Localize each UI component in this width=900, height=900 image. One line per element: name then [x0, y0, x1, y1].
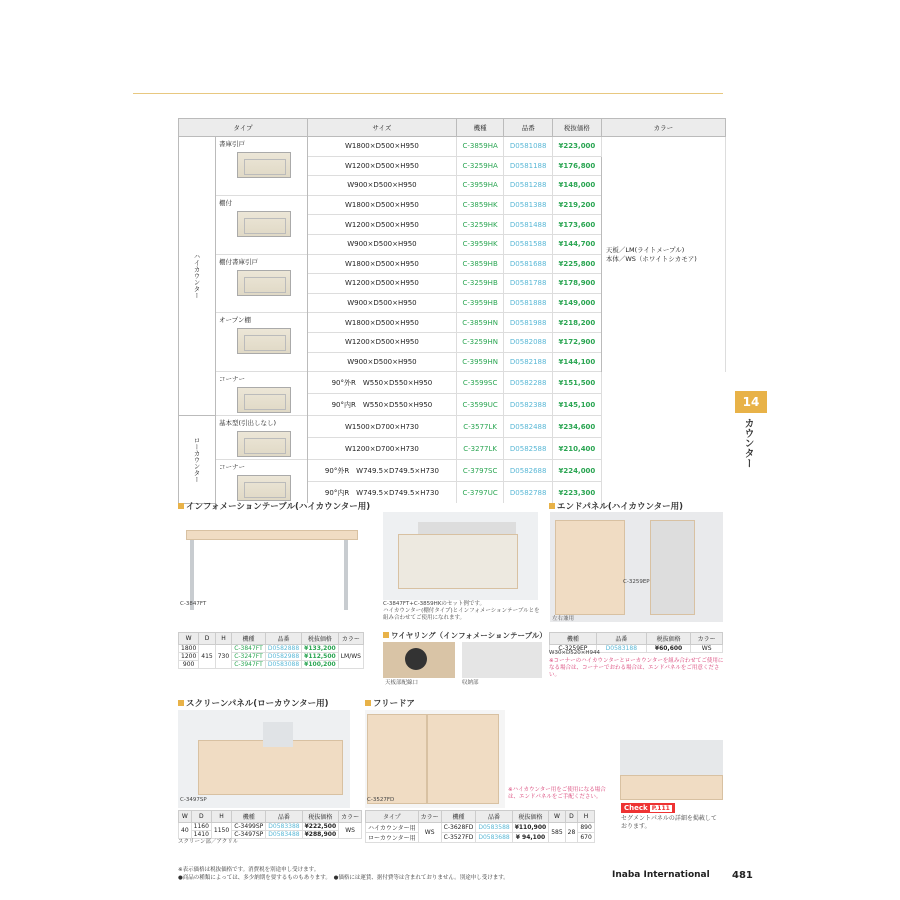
check-badge[interactable]	[621, 803, 675, 813]
table-row	[179, 372, 726, 394]
code-cell: D0582788	[504, 481, 553, 503]
code-cell: D0581088	[504, 137, 553, 157]
w-cell: 900	[179, 661, 199, 669]
end-panel-size: W30×D520×H944	[549, 650, 601, 656]
code-cell: D0581688	[504, 254, 553, 274]
size-cell: W1200×D500×H950	[308, 332, 457, 352]
counter-image	[237, 431, 291, 457]
screen-panel-material: スクリーン部／アクリル	[178, 839, 239, 845]
price-cell: ¥112,500	[302, 653, 339, 661]
counter-image	[237, 475, 291, 501]
main-header-cell: タイプ	[179, 119, 308, 137]
size-cell: W1800×D500×H950	[308, 254, 457, 274]
model-cell: C-3527FD	[441, 833, 476, 843]
size-cell: W1200×D500×H950	[308, 274, 457, 294]
fd-header-cell: 税抜価格	[512, 811, 549, 823]
info-table-spec-table	[178, 632, 364, 669]
fd-header-cell: タイプ	[366, 811, 419, 823]
brand-name: Inaba International	[612, 870, 710, 880]
code-cell: D0582488	[504, 416, 553, 438]
model-cell: C-3947FT	[232, 661, 266, 669]
info-table-title: インフォメーションテーブル(ハイカウンター用)	[178, 500, 370, 512]
info-table-image-label: C-3847FT	[180, 601, 207, 607]
model-cell: C-3599UC	[456, 394, 504, 416]
model-cell: C-3259HB	[456, 274, 504, 294]
color-cell: 天板／LM(ライトメープル) 本体／WS（ホワイトシカモア)	[601, 137, 725, 372]
size-cell: W1200×D500×H950	[308, 215, 457, 235]
price-cell: ¥110,900	[512, 823, 549, 833]
model-cell: C-3497SP	[232, 831, 266, 839]
h-cell: 1150	[211, 823, 231, 839]
end-panel-note: ※コーナーのハイカウンターとローカウンターを組み合わせてご使用になる場合は、コーナーでおわる場合は、エンドパネルをご用意ください。	[549, 658, 724, 679]
price-cell: ¥144,700	[553, 234, 602, 254]
model-cell: C-3797SC	[456, 460, 504, 482]
price-cell: ¥149,000	[553, 293, 602, 313]
end-panel-image	[550, 512, 723, 622]
code-cell: D0583588	[476, 823, 512, 833]
size-cell: W900×D500×H950	[308, 176, 457, 196]
main-header-cell: サイズ	[308, 119, 457, 137]
price-cell: ¥ 94,100	[512, 833, 549, 843]
end-panel-image-caption: 左右兼用	[552, 616, 575, 622]
main-header-cell: 品番	[504, 119, 553, 137]
model-cell: C-3259HK	[456, 215, 504, 235]
price-cell: ¥178,900	[553, 274, 602, 294]
sp-header-cell: 税抜価格	[302, 811, 339, 823]
sp-header-cell: カラー	[339, 811, 362, 823]
fd-header-cell: W	[549, 811, 565, 823]
h-cell: 890	[578, 823, 594, 833]
counter-image	[237, 152, 291, 178]
header-rule	[133, 93, 723, 94]
end-panel-model: C-3259EP	[550, 645, 597, 653]
free-door-spec-table	[365, 810, 595, 843]
code-cell: D0581388	[504, 195, 553, 215]
fd-header-cell: 機種	[441, 811, 476, 823]
screen-panel-spec-table	[178, 810, 362, 839]
main-product-table	[178, 118, 726, 504]
counter-image	[237, 270, 291, 296]
free-door-note: ※ハイカウンター用をご使用になる場合は、エンドパネルをご手配ください。	[508, 787, 606, 801]
info-table-set-caption: C-3847FT+C-3859HKのセット例です。 ハイカウンター(棚付タイプ)とインフォメーションテーブルとを組み合わせてご使用になれます。	[383, 601, 540, 622]
w-cell: 40	[179, 823, 192, 839]
type-name: 棚付書庫引戸	[219, 257, 258, 266]
size-cell: W900×D500×H950	[308, 234, 457, 254]
end-panel-image-label: C-3259EP	[623, 579, 650, 585]
model-cell: C-3959HK	[456, 234, 504, 254]
table-row	[179, 645, 364, 653]
chapter-tab-number[interactable]: 14	[735, 391, 767, 413]
model-cell: C-3259HA	[456, 156, 504, 176]
code-cell: D0581888	[504, 293, 553, 313]
price-cell: ¥176,800	[553, 156, 602, 176]
wiring-photo-top	[383, 642, 455, 678]
d-cell: 1160	[191, 823, 211, 831]
end-panel-color: WS	[691, 645, 723, 653]
size-cell: W1800×D500×H950	[308, 137, 457, 157]
type-cell	[216, 416, 308, 460]
table-row	[179, 137, 726, 157]
fd-header-cell: カラー	[418, 811, 441, 823]
model-cell: C-3499SP	[232, 823, 266, 831]
price-cell: ¥145,100	[553, 394, 602, 416]
h-cell: 670	[578, 833, 594, 843]
type-cell	[216, 195, 308, 254]
d-cell: 1410	[191, 831, 211, 839]
main-header-cell: 機種	[456, 119, 504, 137]
fd-header-cell: H	[578, 811, 594, 823]
ep-header-cell: 税抜価格	[646, 633, 690, 645]
type-name: オープン棚	[219, 316, 251, 325]
info-header-cell: D	[199, 633, 215, 645]
w-cell: 585	[549, 823, 565, 843]
model-cell: C-3847FT	[232, 645, 266, 653]
model-cell: C-3959HN	[456, 352, 504, 372]
wiring-title: ワイヤリング（インフォメーションテーブル）	[383, 630, 547, 641]
price-cell: ¥222,500	[302, 823, 339, 831]
code-cell: D0581588	[504, 234, 553, 254]
size-cell: W1200×D500×H950	[308, 156, 457, 176]
code-cell: D0582288	[504, 372, 553, 394]
code-cell: D0582888	[265, 645, 301, 653]
type-cell	[216, 313, 308, 372]
d-cell: 28	[565, 823, 578, 843]
price-cell: ¥223,000	[553, 137, 602, 157]
sp-header-cell: D	[191, 811, 211, 823]
model-cell: C-3859HK	[456, 195, 504, 215]
price-cell: ¥133,200	[302, 645, 339, 653]
info-header-cell: 品番	[265, 633, 301, 645]
table-row	[179, 460, 726, 482]
size-cell: 90°内R W749.5×D749.5×H730	[308, 481, 457, 503]
price-cell: ¥144,100	[553, 352, 602, 372]
price-cell: ¥288,900	[302, 831, 339, 839]
info-header-cell: 機種	[232, 633, 266, 645]
type-cell	[216, 137, 308, 196]
table-row	[179, 831, 362, 839]
code-cell: D0581188	[504, 156, 553, 176]
info-header-cell: 税抜価格	[302, 633, 339, 645]
price-cell: ¥173,600	[553, 215, 602, 235]
screen-panel-title: スクリーンパネル(ローカウンター用)	[178, 697, 329, 709]
price-cell: ¥234,600	[553, 416, 602, 438]
model-cell: C-3797UC	[456, 481, 504, 503]
color-cell: LM/WS	[338, 645, 363, 669]
info-table-set-photo	[383, 512, 538, 600]
price-cell: ¥223,300	[553, 481, 602, 503]
size-cell: W1200×D700×H730	[308, 438, 457, 460]
end-panel-code: D0583188	[596, 645, 646, 653]
model-cell: C-3247FT	[232, 653, 266, 661]
type-cell: ローカウンター用	[366, 833, 419, 843]
group-label: ハイカウンター	[179, 137, 216, 416]
info-header-cell: カラー	[338, 633, 363, 645]
info-header-cell: H	[215, 633, 231, 645]
model-cell: C-3859HN	[456, 313, 504, 333]
counter-image	[237, 387, 291, 413]
code-cell: D0582088	[504, 332, 553, 352]
model-cell: C-3277LK	[456, 438, 504, 460]
size-cell: 90°外R W550×D550×H950	[308, 372, 457, 394]
end-panel-title: エンドパネル(ハイカウンター用)	[549, 500, 683, 512]
code-cell: D0582688	[504, 460, 553, 482]
screen-panel-image	[178, 710, 350, 808]
chapter-tab-label: カウンター	[742, 418, 753, 468]
price-cell: ¥218,200	[553, 313, 602, 333]
code-cell: D0582188	[504, 352, 553, 372]
code-cell: D0581988	[504, 313, 553, 333]
w-cell: 1200	[179, 653, 199, 661]
size-cell: W1800×D500×H950	[308, 313, 457, 333]
code-cell: D0582988	[265, 653, 301, 661]
price-cell: ¥172,900	[553, 332, 602, 352]
type-name: コーナー	[219, 375, 245, 384]
sp-header-cell: 品番	[266, 811, 302, 823]
code-cell: D0583688	[476, 833, 512, 843]
type-cell: ハイカウンター用	[366, 823, 419, 833]
group-label: ローカウンター	[179, 416, 216, 504]
table-row	[179, 823, 362, 831]
check-text: セグメントパネルの詳細を掲載しております。	[621, 815, 717, 830]
model-cell: C-3859HA	[456, 137, 504, 157]
ep-header-cell: 品番	[596, 633, 646, 645]
color-cell: WS	[418, 823, 441, 843]
size-cell: W1500×D700×H730	[308, 416, 457, 438]
free-door-title: フリードア	[365, 697, 415, 709]
sp-header-cell: W	[179, 811, 192, 823]
ep-header-cell: カラー	[691, 633, 723, 645]
d-cell: 415	[199, 645, 215, 669]
screen-panel-image-label: C-3497SP	[180, 797, 207, 803]
w-cell: 1800	[179, 645, 199, 653]
fd-header-cell: 品番	[476, 811, 512, 823]
type-name: コーナー	[219, 463, 245, 472]
ep-header-cell: 機種	[550, 633, 597, 645]
type-cell	[216, 460, 308, 504]
type-name: 書庫引戸	[219, 140, 245, 148]
price-cell: ¥225,800	[553, 254, 602, 274]
color-cell: WS	[339, 823, 362, 839]
price-cell: ¥100,200	[302, 661, 339, 669]
end-panel-price: ¥60,600	[646, 645, 690, 653]
model-cell: C-3577LK	[456, 416, 504, 438]
type-cell	[216, 372, 308, 416]
wiring-caption-top: 天板部配線口	[385, 680, 419, 686]
wiring-photo-storage	[462, 642, 542, 678]
price-cell: ¥148,000	[553, 176, 602, 196]
footer-note-1: ※表示価格は税抜価格です。消費税を別途申し受けます。	[178, 867, 320, 873]
check-page-ref: P.111	[651, 805, 670, 812]
model-cell: C-3628FD	[441, 823, 476, 833]
model-cell: C-3859HB	[456, 254, 504, 274]
type-name: 基本型(引出しなし)	[219, 419, 277, 428]
code-cell: D0581488	[504, 215, 553, 235]
main-header-cell: カラー	[601, 119, 725, 137]
info-header-cell: W	[179, 633, 199, 645]
segment-panel-photo	[620, 740, 723, 800]
price-cell: ¥210,400	[553, 438, 602, 460]
code-cell: D0581788	[504, 274, 553, 294]
fd-header-cell: D	[565, 811, 578, 823]
model-cell: C-3599SC	[456, 372, 504, 394]
code-cell: D0582588	[504, 438, 553, 460]
code-cell: D0582388	[504, 394, 553, 416]
table-row	[179, 416, 726, 438]
size-cell: W900×D500×H950	[308, 352, 457, 372]
code-cell: D0583088	[265, 661, 301, 669]
code-cell: D0583388	[266, 823, 302, 831]
size-cell: 90°内R W550×D550×H950	[308, 394, 457, 416]
wiring-caption-storage: 収納部	[462, 680, 479, 686]
check-label: Check	[624, 804, 648, 812]
model-cell: C-3959HA	[456, 176, 504, 196]
page-number: 481	[732, 870, 753, 881]
footer-notes	[178, 866, 509, 883]
sp-header-cell: H	[211, 811, 231, 823]
model-cell: C-3259HN	[456, 332, 504, 352]
code-cell: D0581288	[504, 176, 553, 196]
price-cell: ¥151,500	[553, 372, 602, 394]
main-header-cell: 税抜価格	[553, 119, 602, 137]
h-cell: 730	[215, 645, 231, 669]
counter-image	[237, 328, 291, 354]
model-cell: C-3959HB	[456, 293, 504, 313]
size-cell: W900×D500×H950	[308, 293, 457, 313]
table-row	[366, 823, 595, 833]
code-cell: D0583488	[266, 831, 302, 839]
size-cell: W1800×D500×H950	[308, 195, 457, 215]
type-name: 棚付	[219, 198, 232, 207]
type-cell	[216, 254, 308, 313]
price-cell: ¥219,200	[553, 195, 602, 215]
free-door-image-label: C-3527FD	[367, 797, 395, 803]
info-table-image	[178, 512, 373, 622]
size-cell: 90°外R W749.5×D749.5×H730	[308, 460, 457, 482]
price-cell: ¥224,000	[553, 460, 602, 482]
free-door-image	[365, 710, 505, 808]
footer-note-2: ●商品の種類によっては、多少納期を要するものもあります。 ●価格には運賃、据付費等は含まれておりません。別途申し受けます。	[178, 875, 509, 882]
counter-image	[237, 211, 291, 237]
sp-header-cell: 機種	[232, 811, 266, 823]
